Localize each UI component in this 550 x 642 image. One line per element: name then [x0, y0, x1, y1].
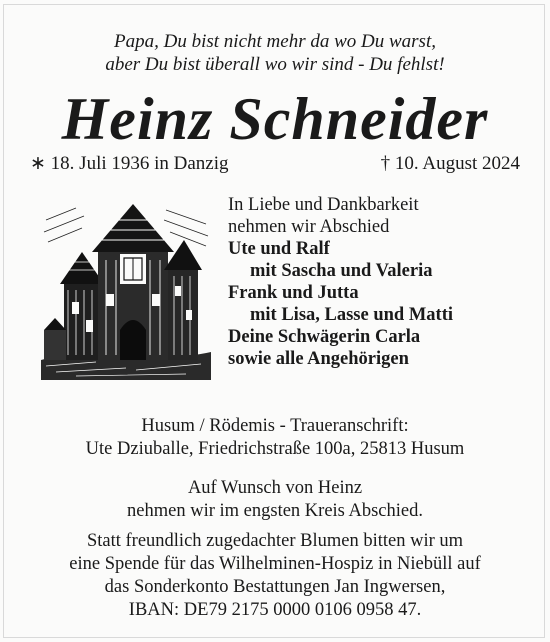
wish-line-1: Auf Wunsch von Heinz — [187, 478, 363, 498]
donation-line-1: Statt freundlich zugedachter Blumen bitten wir um — [86, 531, 464, 551]
motto-line-1: Papa, Du bist nicht mehr da wo Du warst, — [114, 31, 436, 52]
landmark-tower-drawing-icon — [36, 190, 214, 380]
donation-line-2: eine Spende für das Wilhelminen-Hospiz in Niebüll auf — [69, 554, 481, 574]
deceased-name: Heinz Schneider — [61, 86, 489, 152]
life-dates — [30, 152, 520, 176]
funeral-wish — [0, 477, 550, 523]
death-date: † 10. August 2024 — [380, 153, 520, 174]
mourners-block — [228, 194, 528, 370]
mourner-line: Frank und Jutta — [228, 283, 359, 303]
donation-request — [0, 530, 550, 622]
donation-line-4: IBAN: DE79 2175 0000 0106 0958 47. — [128, 600, 422, 620]
motto-line-2: aber Du bist überall wo wir sind - Du fehlst! — [105, 54, 445, 75]
mourner-line: Deine Schwägerin Carla — [228, 327, 421, 347]
address-line-2: Ute Dziuballe, Friedrichstraße 100a, 25813 Husum — [85, 439, 465, 459]
mourners-intro-1: In Liebe und Dankbarkeit — [228, 195, 419, 215]
mourner-line: sowie alle Angehörigen — [228, 349, 409, 369]
donation-line-3: das Sonderkonto Bestattungen Jan Ingwersen, — [104, 577, 446, 597]
mourners-intro-2: nehmen wir Abschied — [228, 217, 390, 237]
mourning-address — [0, 415, 550, 461]
mourner-line: mit Sascha und Valeria — [250, 261, 433, 281]
birth-date: ∗ 18. Juli 1936 in Danzig — [30, 153, 229, 174]
wish-line-2: nehmen wir im engsten Kreis Abschied. — [127, 501, 423, 521]
mourner-line: Ute und Ralf — [228, 239, 330, 259]
address-line-1: Husum / Rödemis - Traueranschrift: — [141, 416, 409, 436]
mourner-line: mit Lisa, Lasse und Matti — [250, 305, 454, 325]
motto — [0, 30, 550, 76]
